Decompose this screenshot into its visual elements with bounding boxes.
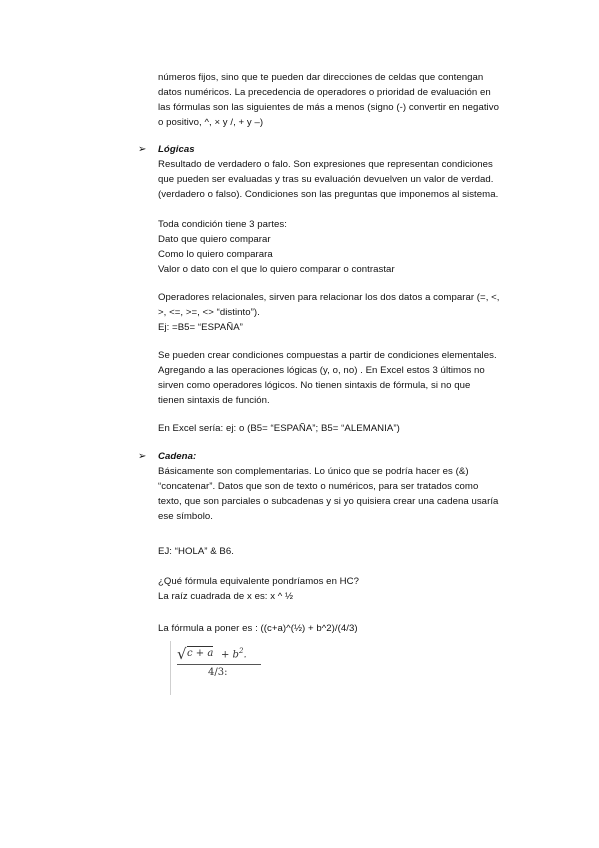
paragraph-line: las fórmulas son las siguientes de más a menos (signo (-) convertir en negativo xyxy=(158,102,499,113)
square-root-icon: √ xyxy=(177,645,187,663)
paragraph-line: >, <=, >=, <> “distinto”). xyxy=(158,307,260,318)
paragraph-line: Toda condición tiene 3 partes: xyxy=(158,219,287,230)
paragraph-line: La raíz cuadrada de x es: x ^ ½ xyxy=(158,591,294,602)
paragraph-line: Ej: =B5= “ESPAÑA” xyxy=(158,322,243,333)
paragraph-line: texto, que son parciales o subcadenas y si yo quisiera crear una cadena usaría xyxy=(158,496,499,507)
paragraph-line: La fórmula a poner es : ((c+a)^(½) + b^2)/(4/3) xyxy=(158,623,358,634)
paragraph-line: sirven como operadores lógicos. No tienen sintaxis de fórmula, si no que xyxy=(158,380,471,391)
paragraph-line: “concatenar”. Datos que son de texto o numéricos, para ser tratados como xyxy=(158,481,479,492)
paragraph-line: En Excel sería: ej: o (B5= “ESPAÑA”; B5= “ALEMANIA”) xyxy=(158,423,400,434)
section-heading-cadena: Cadena: xyxy=(158,451,197,462)
bullet-arrow-icon: ➢ xyxy=(138,144,147,155)
paragraph-line: Valor o dato con el que lo quiero comparar o contrastar xyxy=(158,264,395,275)
paragraph-line: Dato que quiero comparar xyxy=(158,234,271,245)
formula-image xyxy=(170,641,271,695)
paragraph-line: números fijos, sino que te pueden dar direcciones de celdas que contengan xyxy=(158,72,484,83)
formula-radicand: c + a xyxy=(187,648,214,659)
paragraph-line: ¿Qué fórmula equivalente pondríamos en HC? xyxy=(158,576,360,587)
paragraph-line: o positivo, ^, × y /, + y –) xyxy=(158,117,264,128)
paragraph-line: Como lo quiero comparara xyxy=(158,249,273,260)
paragraph-line: (verdadero o falso). Condiciones son las preguntas que imponemos al sistema. xyxy=(158,189,499,200)
paragraph-line: Se pueden crear condiciones compuestas a partir de condiciones elementales. xyxy=(158,350,497,361)
paragraph-line: Operadores relacionales, sirven para relacionar los dos datos a comparar (=, <, xyxy=(158,292,500,303)
paragraph-line: EJ: “HOLA” & B6. xyxy=(158,546,234,557)
paragraph-line: Básicamente son complementarias. Lo único que se podría hacer es (&) xyxy=(158,466,469,477)
formula-plus-term: + $b^2$. xyxy=(221,647,247,661)
paragraph-line: ese símbolo. xyxy=(158,511,213,522)
paragraph-line: datos numéricos. La precedencia de operadores o prioridad de evaluación en xyxy=(158,87,491,98)
bullet-arrow-icon: ➢ xyxy=(138,451,147,462)
section-heading-logicas: Lógicas xyxy=(158,144,195,155)
fraction-bar xyxy=(177,664,261,665)
formula-denominator: 4/3: xyxy=(208,667,228,678)
paragraph-line: Agregando a las operaciones lógicas (y, o, no) . En Excel estos 3 últimos no xyxy=(158,365,485,376)
paragraph-line: tienen sintaxis de función. xyxy=(158,395,270,406)
paragraph-line: Resultado de verdadero o falo. Son expresiones que representan condiciones xyxy=(158,159,493,170)
paragraph-line: que pueden ser evaluadas y tras su evaluación devuelven un valor de verdad. xyxy=(158,174,494,185)
